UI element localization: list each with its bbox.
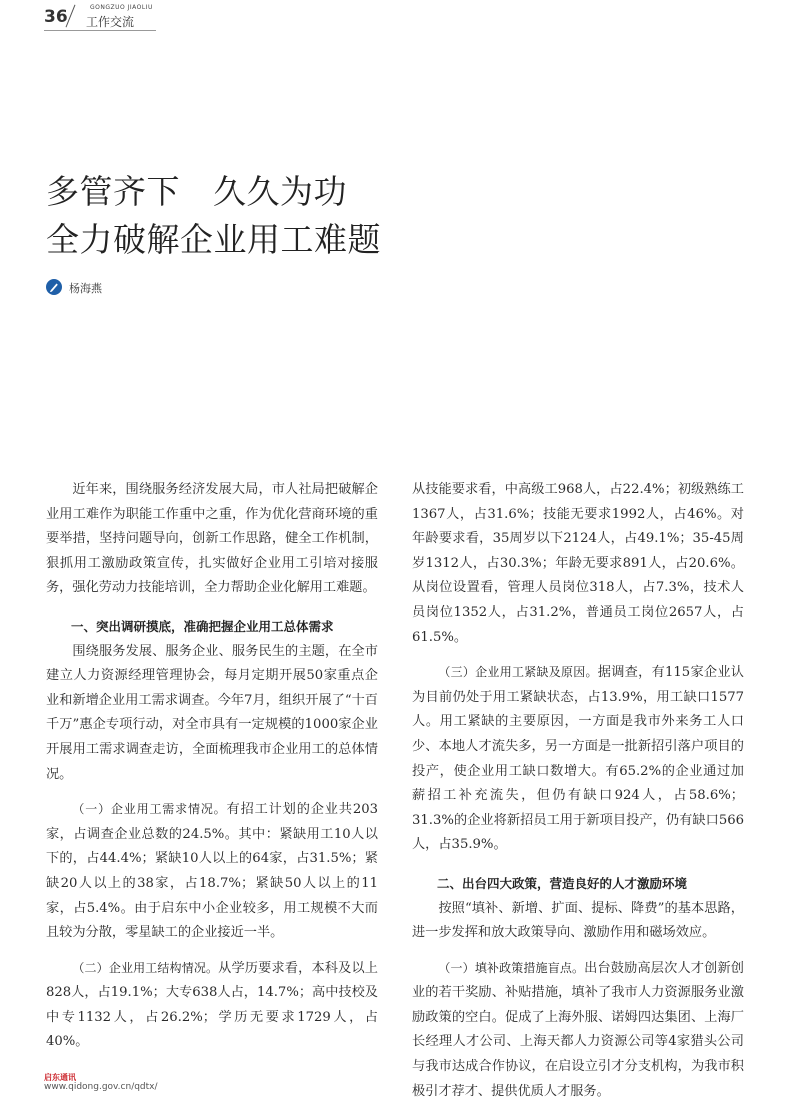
pen-icon: [46, 279, 62, 295]
subsection-2-label: （二）企业用工结构情况。: [72, 960, 219, 975]
subsection-2-paragraph: [46, 956, 378, 1055]
section-2-heading: 二、出台四大政策，营造良好的人才激励环境: [437, 875, 688, 891]
header-rule: [44, 30, 156, 31]
magazine-brand: 启东通讯: [44, 1073, 76, 1082]
intro-paragraph: 近年来，围绕服务经济发展大局，市人社局把破解企业用工难作为职能工作重中之重，作为优化营商环境的重要举措，坚持问题导向，创新工作思路，健全工作机制，狠抓用工激励政策宣传，扎实做好企业用工引培对接服务，强化劳动力技能培训，全力帮助企业化解用工难题。: [46, 482, 378, 596]
continued-paragraph: 从技能要求看，中高级工968人，占22.4%；初级熟练工1367人，占31.6%；技能无要求1992人，占46%。对年龄要求看，35周岁以下2124人，占49.1%；35-45周岁1312人，占30.3%；年龄无要求891人，占20.6%。从岗位设置看，管理人员岗位318人，占7.3%，技术人员岗位1352人，占31.2%，普通员工岗位2657人，占61.5%。: [412, 482, 744, 645]
subsection-2-text: 从学历要求看，本科及以上828人，占19.1%；大专638人占，14.7%；高中技校及中专1132人，占26.2%；学历无要求1729人，占40%。: [46, 960, 378, 1050]
section-1-paragraph: 围绕服务发展、服务企业、服务民生的主题，在全市建立人力资源经理管理协会，每月定期开展50家重点企业和新增企业用工需求调查。今年7月，组织开展了“十百千万”惠企专项行动，对全市具有一定规模的1000家企业开展用工需求调查走访，全面梳理我市企业用工的总体情况。: [46, 643, 378, 782]
title-line-1: 多管齐下 久久为功: [46, 172, 347, 211]
section-2-subsection-1-label: （一）填补政策措施盲点。: [438, 960, 585, 975]
magazine-url[interactable]: www.qidong.gov.cn/qdtx/: [44, 1082, 158, 1092]
title-line-2: 全力破解企业用工难题: [46, 220, 381, 259]
right-column: [412, 478, 744, 1104]
section-name: 工作交流: [86, 15, 135, 29]
page-number: 36: [44, 7, 68, 27]
subsection-1-label: （一）企业用工需求情况。: [72, 802, 227, 817]
subsection-3-paragraph: [412, 660, 744, 858]
section-pinyin: GONGZUO JIAOLIU: [90, 4, 153, 11]
subsection-1-text: 有招工计划的企业共203家，占调查企业总数的24.5%。其中：紧缺用工10人以下的，占44.4%；紧缺10人以上的64家，占31.5%；紧缺20人以上的38家，占18.7%；紧缺50人以上的11家，占5.4%。由于启东中小企业较多，用工规模不大而且较为分散，零星缺工的企业接近一半。: [46, 802, 378, 941]
section-1-heading: 一、突出调研摸底，准确把握企业用工总体需求: [71, 618, 334, 634]
section-2-subsection-1-text: 出台鼓励高层次人才创新创业的若干奖励、补贴措施，填补了我市人力资源服务业激励政策的空白。促成了上海外服、诺姆四达集团、上海厂长经理人才公司、上海天都人力资源公司等4家猎头公司与我市达成合作协议，在启设立引才分支机构，为我市积极引才荐才、提供优质人才服务。: [412, 960, 744, 1099]
section-2-paragraph: 按照“填补、新增、扩面、提标、降费”的基本思路，进一步发挥和放大政策导向、激励作用和磁场效应。: [412, 900, 744, 941]
subsection-3-label: （三）企业用工紧缺及原因。: [438, 665, 598, 680]
author-name: 杨海燕: [69, 282, 102, 295]
left-column: [46, 478, 378, 1055]
section-2-subsection-1-paragraph: [412, 956, 744, 1104]
subsection-3-text: 据调查，有115家企业认为目前仍处于用工紧缺状态，占13.9%，用工缺口1577人。用工紧缺的主要原因，一方面是我市外来务工人口少、本地人才流失多，另一方面是一批新招引落户项目的投产，使企业用工缺口数增大。有65.2%的企业通过加薪招工补充流失，但仍有缺口924人，占58.6%；31.3%的企业将新招员工用于新项目投产，仍有缺口566人，占35.9%。: [412, 665, 744, 853]
subsection-1-paragraph: [46, 797, 378, 946]
article-title: [46, 168, 381, 264]
